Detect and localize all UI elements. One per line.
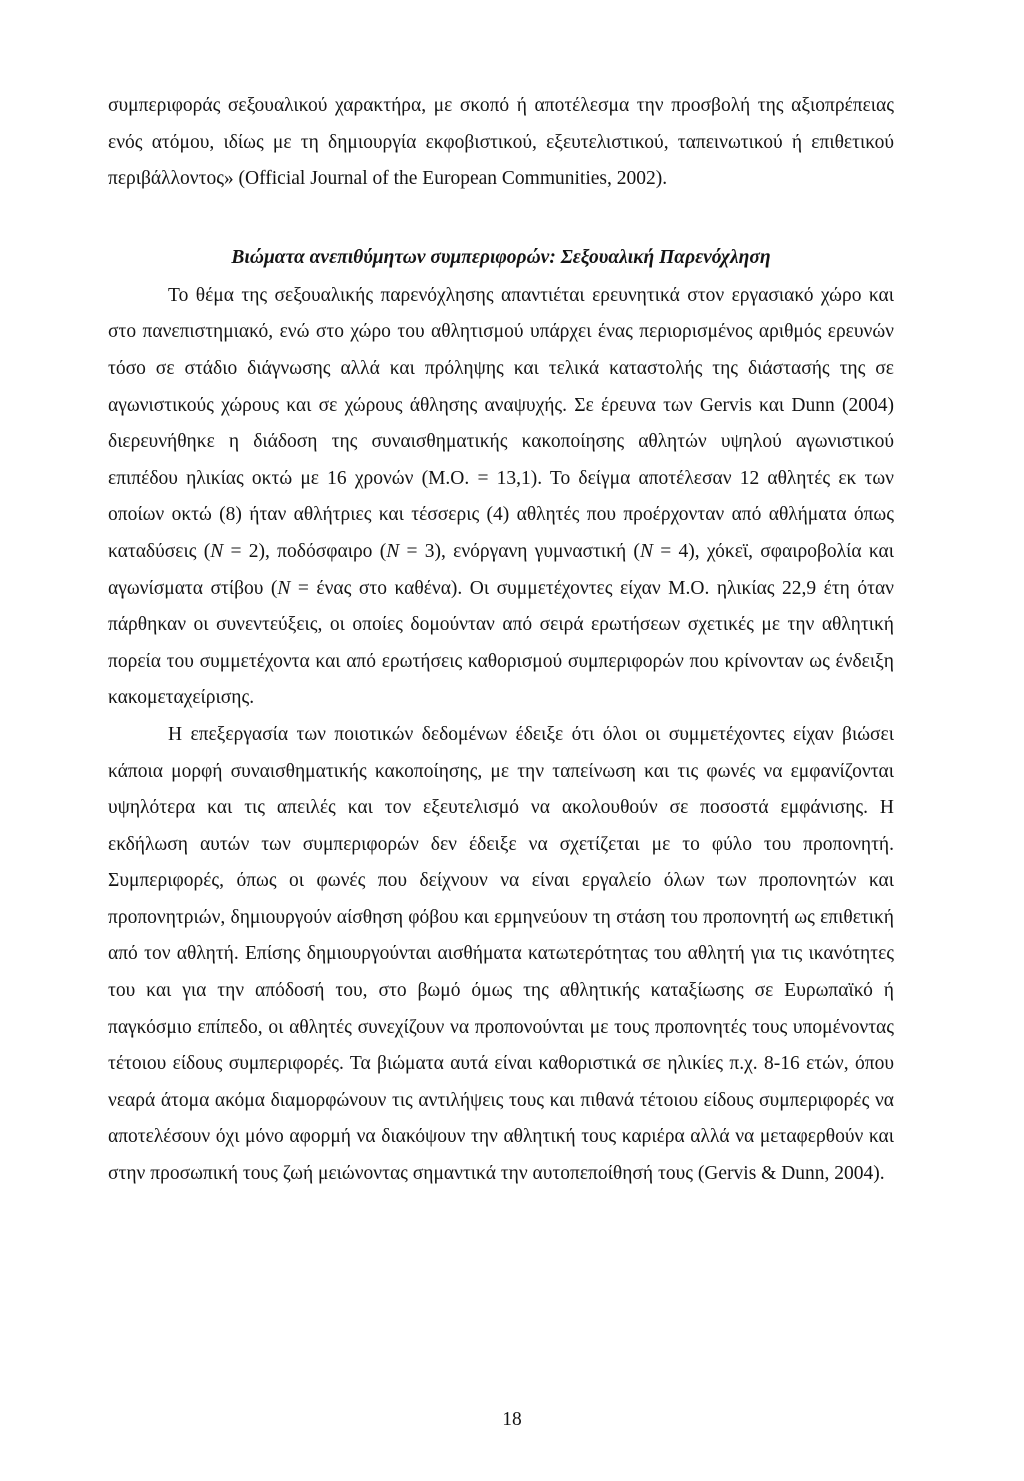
page-number: 18 xyxy=(502,1409,522,1430)
body-paragraph-3: Η επεξεργασία των ποιοτικών δεδομένων έδειξε ότι όλοι οι συμμετέχοντες είχαν βιώσει κάποια μορφή συναισθηματικής κακοποίησης, με την ταπείνωση και τις φωνές να εμφανίζονται υψηλότερα και τις απειλές και τον εξευτελισμό να ακολουθούν σε ποσοστά εμφάνισης. Η εκδήλωση αυτών των συμπεριφορών δεν έδειξε να σχετίζεται με το φύλο του προπονητή. Συμπεριφορές, όπως οι φωνές που δείχνουν να είναι εργαλείο όλων των προπονητών και προπονητριών, δημιουργούν αίσθηση φόβου και ερμηνεύουν τη στάση του προπονητή ως επιθετική από τον αθλητή. Επίσης δημιουργούνται αισθήματα κατωτερότητας του αθλητή για τις ικανότητες του και για την απόδοσή του, στο βωμό όμως της αθλητικής καταξίωσης σε Ευρωπαϊκό ή παγκόσμιο επίπεδο, οι αθλητές συνεχίζουν να προπονούνται με τους προπονητές τους υπομένοντας τέτοιου είδους συμπεριφορές. Τα βιώματα αυτά είναι καθοριστικά σε ηλικίες π.χ. 8-16 ετών, όπου νεαρά άτομα ακόμα διαμορφώνουν τις αντιλήψεις τους και πιθανά τέτοιου είδους συμπεριφορές να αποτελέσουν όχι μόνο αφορμή να διακόψουν την αθλητική τους καριέρα αλλά να μεταφερθούν και στην προσωπική τους ζωή μειώνοντας σημαντικά την αυτοπεποίθησή τους (Gervis & Dunn, 2004). xyxy=(108,723,894,1185)
n-symbol: N xyxy=(386,540,400,562)
section-heading: Βιώματα ανεπιθύμητων συμπεριφορών: Σεξουαλική Παρενόχληση xyxy=(231,246,771,268)
page-content xyxy=(108,88,894,1193)
body-paragraph-1: συμπεριφοράς σεξουαλικού χαρακτήρα, με σκοπό ή αποτέλεσμα την προσβολή της αξιοπρέπειας ενός ατόμου, ιδίως με τη δημιουργία εκφοβιστικού, εξευτελιστικού, ταπεινωτικού ή επιθετικού περιβάλλοντος» (Official Journal of the European Communities, 2002). xyxy=(108,95,894,190)
paragraph-2-text-a: Το θέμα της σεξουαλικής παρενόχλησης απαντιέται ερευνητικά στον εργασιακό χώρο και στο πανεπιστημιακό, ενώ στο χώρο του αθλητισμού υπάρχει ένας περιορισμένος αριθμός ερευνών τόσο σε στάδιο διάγνωσης αλλά και πρόληψης και τελικά καταστολής της διάστασής της σε αγωνιστικούς χώρους και σε χώρους άθλησης αναψυχής. Σε έρευνα των Gervis και Dunn (2004) διερευνήθηκε η διάδοση της συναισθηματικής κακοποίησης αθλητών υψηλού αγωνιστικού επιπέδου ηλικίας οκτώ με 16 χρονών (Μ.Ο. = 13,1). Το δείγμα αποτέλεσαν 12 αθλητές εκ των οποίων οκτώ (8) ήταν αθλήτριες και τέσσερις (4) αθλητές που προέρχονταν από αθλήματα όπως καταδύσεις ( xyxy=(108,284,894,562)
n-symbol: N xyxy=(639,540,653,562)
body-paragraph-2 xyxy=(108,278,894,717)
n-symbol: N xyxy=(277,577,291,599)
n-symbol: N xyxy=(210,540,224,562)
paragraph-2-text-b: = 2), ποδόσφαιρο ( xyxy=(223,540,387,562)
paragraph-2-text-d: = 4), χόκεϊ, σφαιροβολία και αγωνίσματα στίβου ( xyxy=(108,540,894,599)
paragraph-2-text-e: = ένας στο καθένα). Οι συμμετέχοντες είχαν Μ.Ο. ηλικίας 22,9 έτη όταν πάρθηκαν οι συνεντεύξεις, οι οποίες δομούνταν από σειρά ερωτήσεων σχετικές με την αθλητική πορεία του συμμετέχοντα και από ερωτήσεις καθορισμού συμπεριφορών που κρίνονταν ως ένδειξη κακομεταχείρισης. xyxy=(108,577,894,709)
paragraph-2-text-c: = 3), ενόργανη γυμναστική ( xyxy=(399,540,640,562)
